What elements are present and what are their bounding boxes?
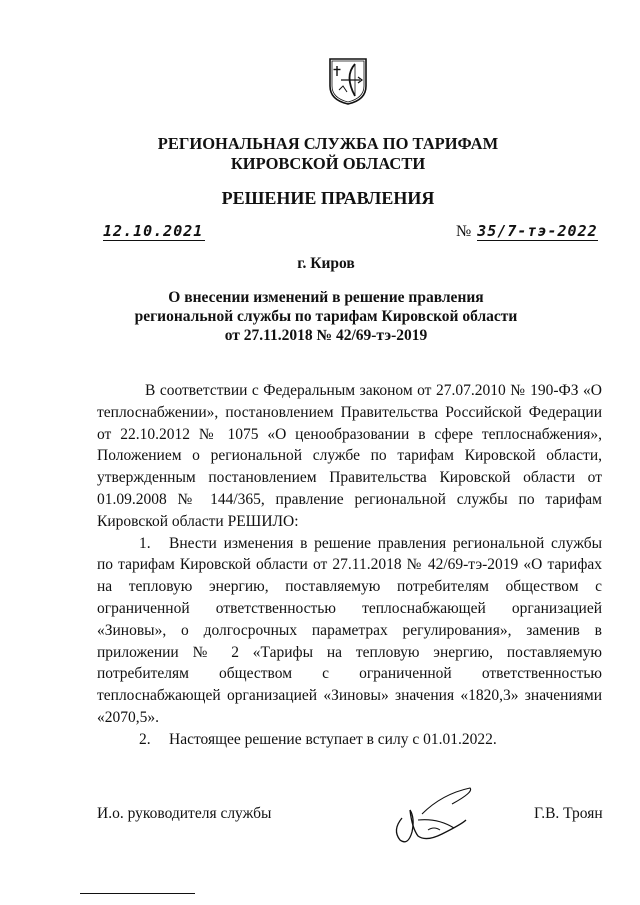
item-number: 1. xyxy=(139,534,151,552)
footer-divider xyxy=(80,893,195,894)
organization-name xyxy=(8,134,640,174)
document-body xyxy=(97,380,602,751)
subject-line-3: от 27.11.2018 № 42/69-тэ-2019 xyxy=(224,327,428,344)
item-text: Внести изменения в решение правления региональной службы по тарифам Кировской области от 27.11.2018 № 42/69-тэ-2019 «О тарифах на тепловую энергию, поставляемую потребителям обществом с ограниченной ответственностью теплоснабжающей организацией «Зиновы», о долгосрочных параметрах регулирования», заменив в приложении № 2 «Тарифы на тепловую энергию, поставляемую потребителям обществом с ограниченной ответственностью теплоснабжающей организацией «Зиновы» значения «1820,3» значениями «2070,5». xyxy=(97,534,602,726)
subject-line-2: региональной службы по тарифам Кировской области xyxy=(134,308,518,325)
item-number: 2. xyxy=(139,730,151,748)
city: г. Киров xyxy=(297,255,355,272)
signatory-name: Г.В. Троян xyxy=(534,805,603,822)
kirov-coat-of-arms-icon xyxy=(327,56,369,106)
handwritten-signature xyxy=(382,780,492,850)
decision-number xyxy=(456,222,598,241)
signatory-role: И.о. руководителя службы xyxy=(97,805,272,822)
number-sign: № xyxy=(456,223,472,240)
subject-line-1: О внесении изменений в решение правления xyxy=(168,289,484,306)
decision-date: 12.10.2021 xyxy=(103,222,204,240)
list-item xyxy=(97,533,602,729)
list-item xyxy=(97,729,602,751)
org-line-1: РЕГИОНАЛЬНАЯ СЛУЖБА ПО ТАРИФАМ xyxy=(157,134,499,153)
preamble: В соответствии с Федеральным законом от 27.07.2010 № 190-ФЗ «О теплоснабжении», постановлением Правительства Российской Федерации от 22.10.2012 № 1075 «О ценообразовании в сфере теплоснабжения», Положением о региональной службе по тарифам Кировской области, утвержденным постановлением Правительства Кировской области от 01.09.2008 № 144/365, правление региональной службы по тарифам Кировской области РЕШИЛО: xyxy=(97,382,602,530)
item-text: Настоящее решение вступает в силу с 01.01.2022. xyxy=(169,730,497,748)
org-line-2: КИРОВСКОЙ ОБЛАСТИ xyxy=(230,154,426,173)
subject xyxy=(6,288,640,345)
number-value: 35/7-тэ-2022 xyxy=(477,222,598,240)
decision-title: РЕШЕНИЕ ПРАВЛЕНИЯ xyxy=(221,188,435,208)
